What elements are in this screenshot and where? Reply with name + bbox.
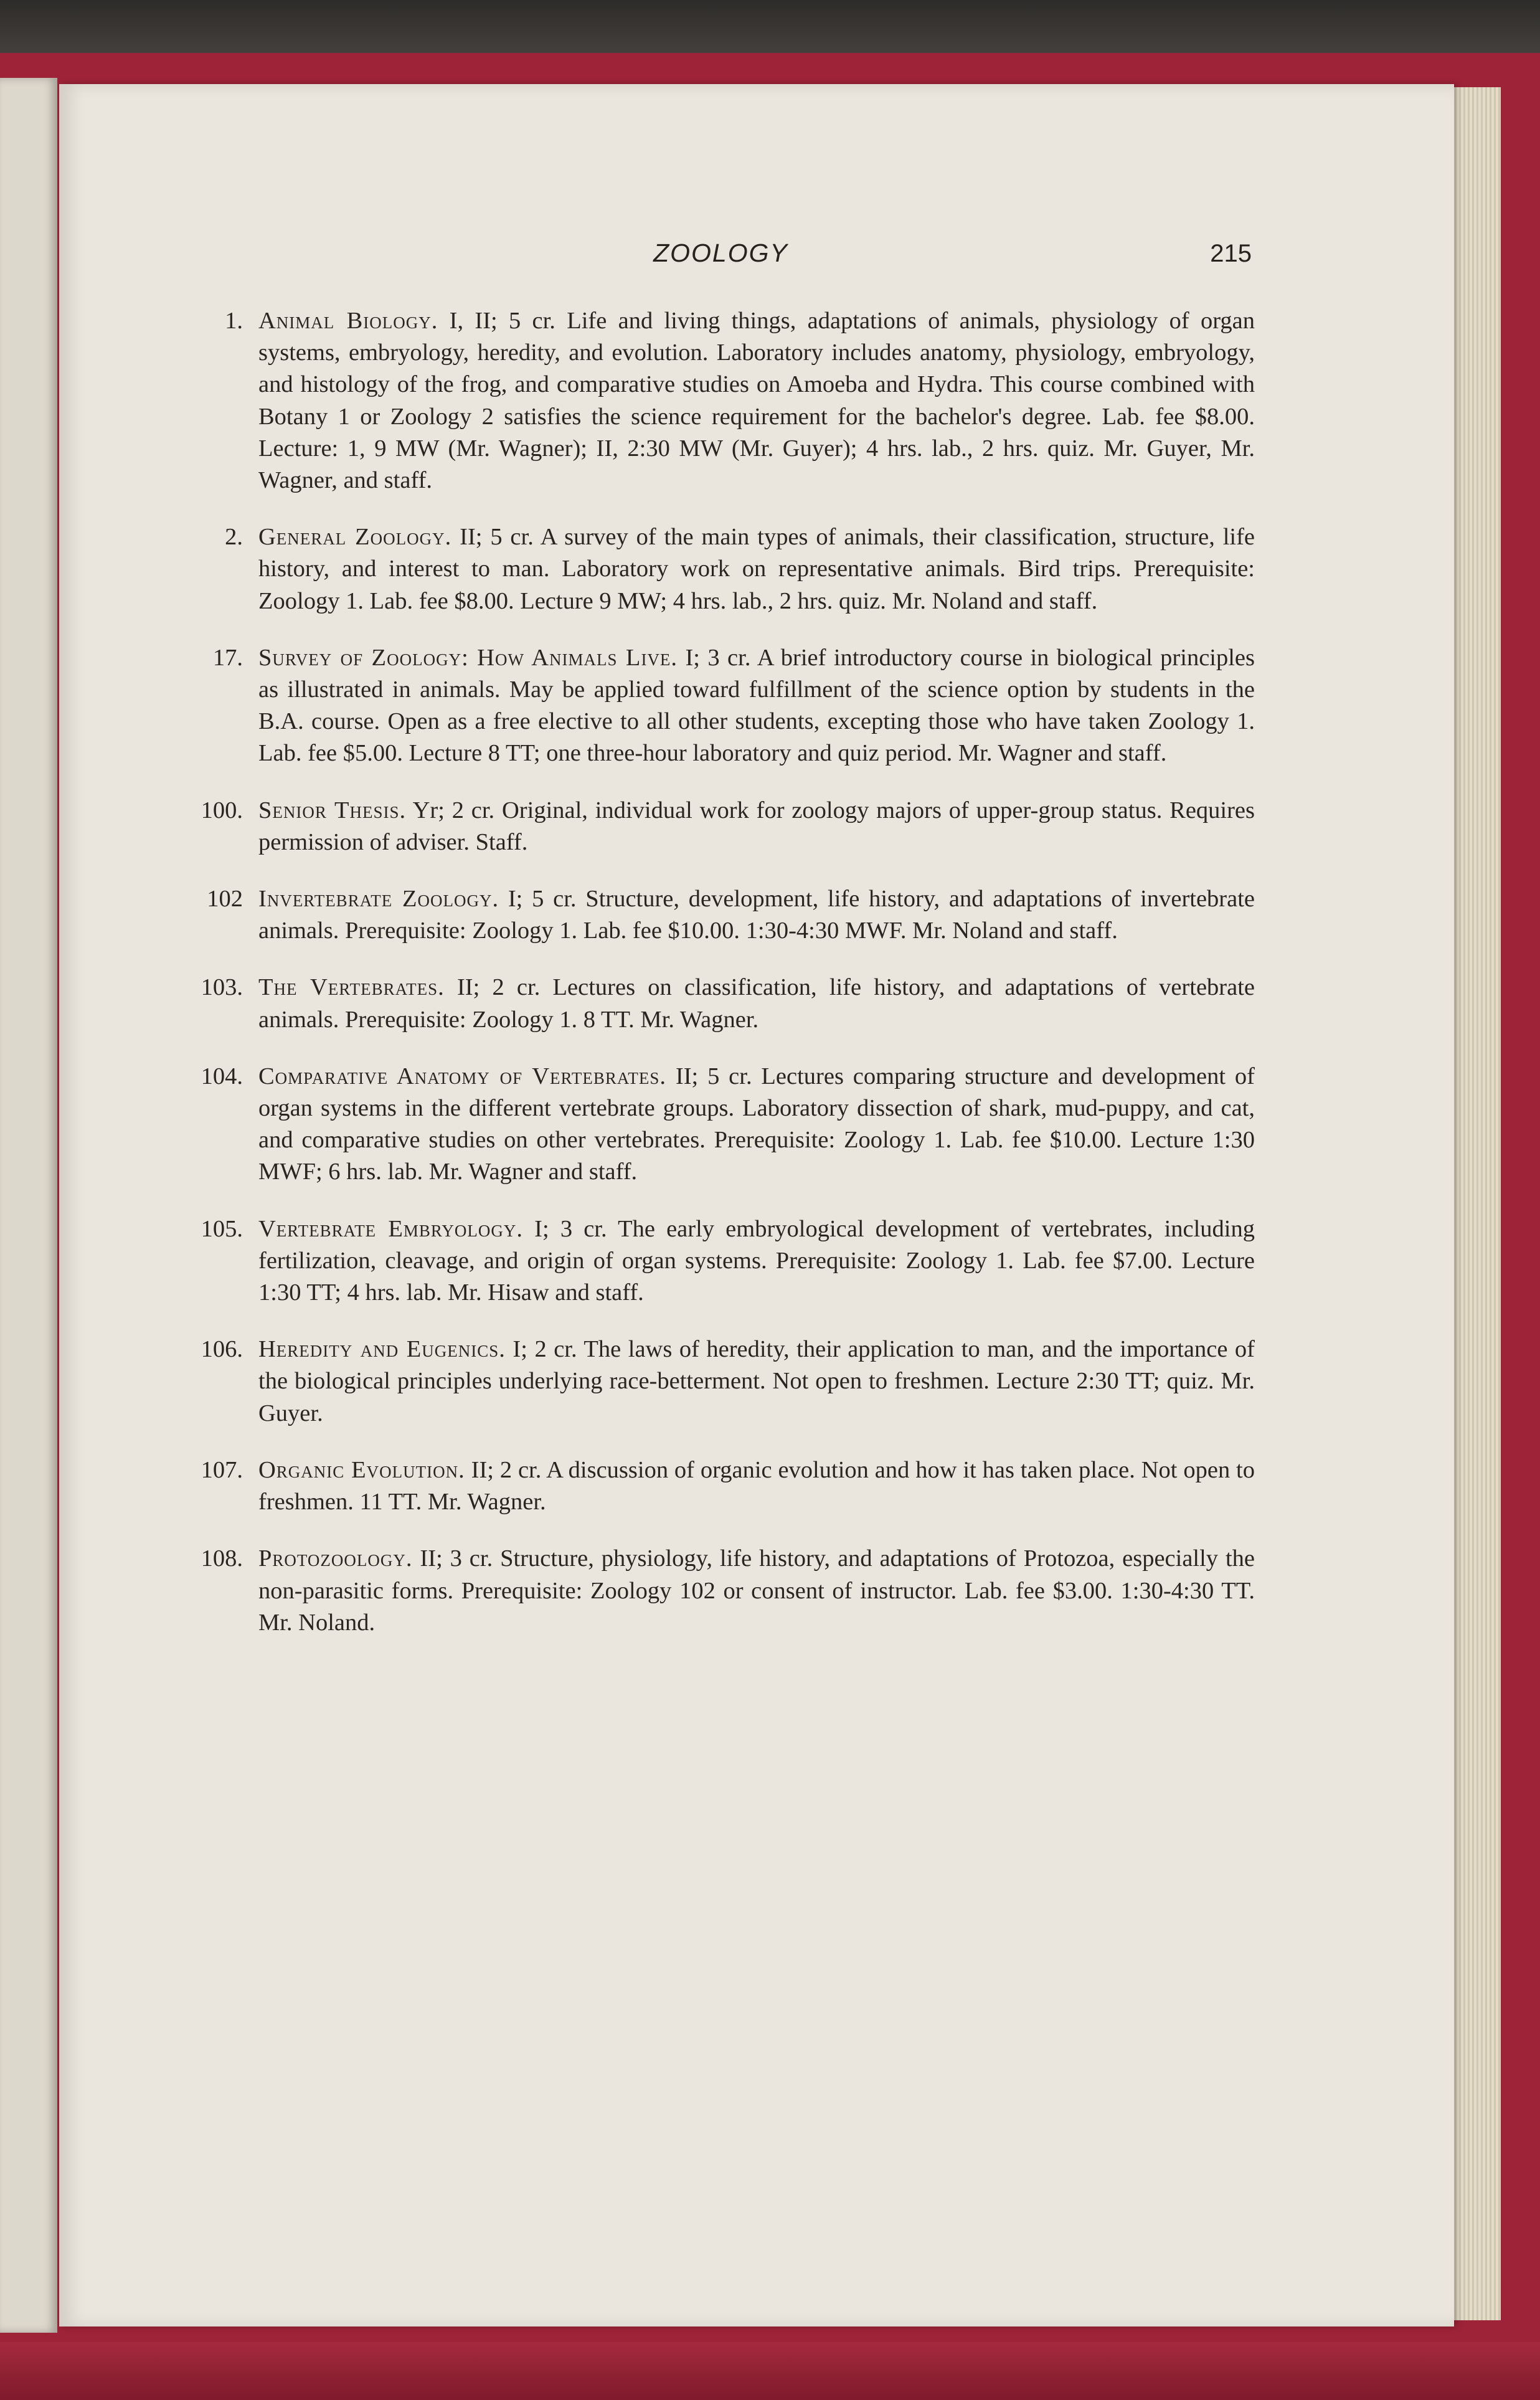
course-title: Animal Biology. <box>258 308 438 334</box>
course-entry <box>174 1454 1255 1518</box>
course-description: I; 3 cr. A brief introductory course in biological principles as illustrated in animals. May be applied toward fulfillment of the science option by students in the B.A. course. Open as a free elective to all other students, excepting those who have taken Zoology 1. Lab. fee $5.00. Lecture 8 TT; one three-hour laboratory and quiz period. Mr. Wagner and staff. <box>258 644 1255 767</box>
background-top <box>0 0 1540 59</box>
course-title: The Vertebrates. <box>258 974 445 1001</box>
course-entry <box>174 1334 1255 1430</box>
course-number: 100. <box>201 797 243 823</box>
course-entry <box>174 1543 1255 1639</box>
course-description: II; 2 cr. Lectures on classification, life history, and adaptations of vertebrate animals. Prerequisite: Zoology 1. 8 TT. Mr. Wagner. <box>258 974 1255 1033</box>
course-title: General Zoology. <box>258 524 452 551</box>
course-title: Organic Evolution. <box>258 1456 465 1483</box>
course-entry <box>174 795 1255 858</box>
course-number: 2. <box>225 524 243 551</box>
page-header <box>190 239 1252 276</box>
course-description: I; 3 cr. The early embryological development of vertebrates, including fertilization, cleavage, and origin of organ systems. Prerequisite: Zoology 1. Lab. fee $7.00. Lecture 1:30 TT; 4 hrs. lab. Mr. Hisaw and staff. <box>258 1215 1255 1306</box>
course-entry <box>174 972 1255 1035</box>
course-title: Invertebrate Zoology. <box>258 886 499 913</box>
course-title: Survey of Zoology: How Animals Live. <box>258 644 678 671</box>
course-entry <box>174 642 1255 770</box>
course-title: Vertebrate Embryology. <box>258 1215 523 1242</box>
book-cover-bottom-edge <box>0 2342 1540 2400</box>
course-description: II; 2 cr. A discussion of organic evolution and how it has taken place. Not open to freshmen. 11 TT. Mr. Wagner. <box>258 1456 1255 1515</box>
course-number: 1. <box>225 308 243 334</box>
running-title: ZOOLOGY <box>653 239 788 267</box>
course-entry <box>174 521 1255 617</box>
course-number: 108. <box>201 1545 243 1572</box>
course-title: Senior Thesis. <box>258 797 407 823</box>
course-number: 103. <box>201 974 243 1001</box>
course-number: 17. <box>212 644 243 671</box>
course-description: I; 5 cr. Structure, development, life history, and adaptations of invertebrate animals. Prerequisite: Zoology 1. Lab. fee $10.00. 1:30-4:30 MWF. Mr. Noland and staff. <box>258 886 1255 944</box>
course-entry <box>174 305 1255 496</box>
course-entry <box>174 1213 1255 1309</box>
course-number: 102 <box>207 886 243 913</box>
course-number: 104. <box>201 1063 243 1089</box>
course-description: II; 3 cr. Structure, physiology, life history, and adaptations of Protozoa, especially the non-parasitic forms. Prerequisite: Zoology 102 or consent of instructor. Lab. fee $3.00. 1:30-4:30 TT. Mr. Noland. <box>258 1545 1255 1636</box>
course-description: I; 2 cr. The laws of heredity, their application to man, and the importance of the biological principles underlying race-betterment. Not open to freshmen. Lecture 2:30 TT; quiz. Mr. Guyer. <box>258 1336 1255 1426</box>
course-description: II; 5 cr. Lectures comparing structure and development of organ systems in the different vertebrate groups. Laboratory dissection of shark, mud-puppy, and cat, and comparative studies on other vertebrates. Prerequisite: Zoology 1. Lab. fee $10.00. Lecture 1:30 MWF; 6 hrs. lab. Mr. Wagner and staff. <box>258 1063 1255 1185</box>
course-list <box>174 305 1255 1664</box>
course-title: Protozoology. <box>258 1545 413 1572</box>
course-number: 106. <box>201 1336 243 1363</box>
course-number: 107. <box>201 1456 243 1483</box>
course-number: 105. <box>201 1215 243 1242</box>
page-number: 215 <box>1210 240 1252 267</box>
course-entry <box>174 883 1255 947</box>
course-description: I, II; 5 cr. Life and living things, adaptations of animals, physiology of organ systems, embryology, heredity, and evolution. Laboratory includes anatomy, physiology, embryology, and histology of the frog, and comparative studies on Amoeba and Hydra. This course combined with Botany 1 or Zoology 2 satisfies the science requirement for the bachelor's degree. Lab. fee $8.00. Lecture: 1, 9 MW (Mr. Wagner); II, 2:30 MW (Mr. Guyer); 4 hrs. lab., 2 hrs. quiz. Mr. Guyer, Mr. Wagner, and staff. <box>258 308 1255 494</box>
course-description: II; 5 cr. A survey of the main types of animals, their classification, structure, life history, and interest to man. Laboratory work on representative animals. Bird trips. Prerequisite: Zoology 1. Lab. fee $8.00. Lecture 9 MW; 4 hrs. lab., 2 hrs. quiz. Mr. Noland and staff. <box>258 524 1255 614</box>
course-entry <box>174 1061 1255 1188</box>
course-title: Heredity and Eugenics. <box>258 1336 506 1363</box>
facing-page-edge <box>0 78 57 2333</box>
course-description: Yr; 2 cr. Original, individual work for zoology majors of upper-group status. Requires permission of adviser. Staff. <box>258 797 1255 855</box>
course-title: Comparative Anatomy of Vertebrates. <box>258 1063 667 1089</box>
